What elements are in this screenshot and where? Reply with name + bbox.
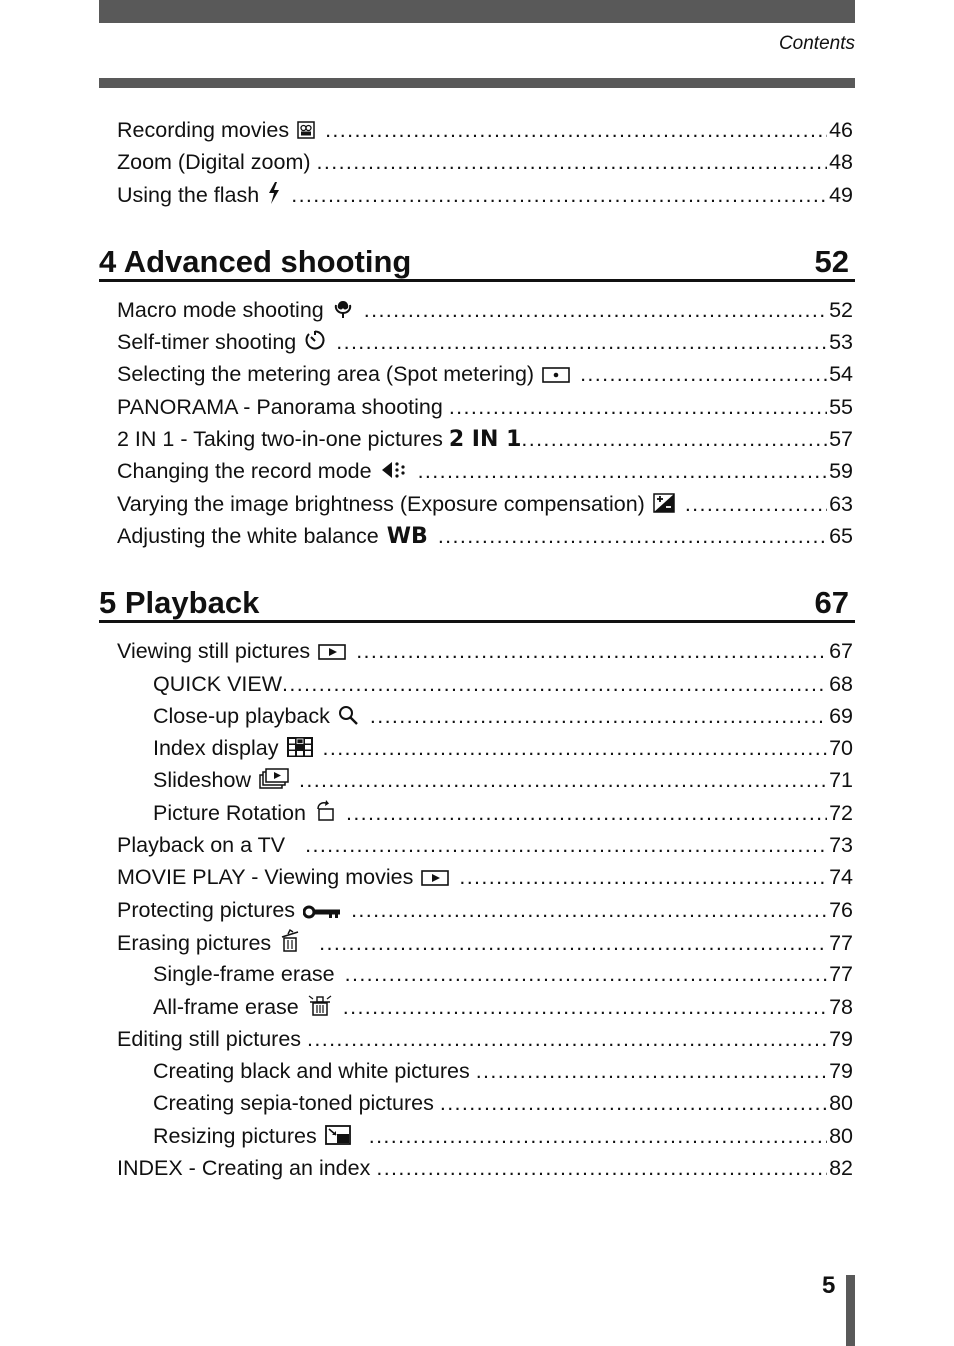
toc-entry-index[interactable] (99, 1152, 855, 1184)
entry-page: 54 (829, 362, 853, 387)
chapter-heading-5[interactable] (99, 580, 855, 623)
entry-title: Playback on a TV (117, 833, 286, 858)
index-icon (287, 734, 313, 766)
toc-entry-panorama[interactable] (99, 391, 855, 423)
entry-title: Index display (153, 736, 279, 761)
dot-leader (369, 1120, 827, 1152)
toc-entry-erasing[interactable] (99, 926, 855, 958)
dot-leader (323, 732, 828, 764)
resize-icon (325, 1122, 351, 1154)
dot-leader (317, 146, 828, 178)
toc-entry-recording-movies[interactable] (99, 114, 855, 146)
dot-leader (307, 1023, 827, 1055)
dot-leader (291, 179, 827, 211)
entry-page: 80 (829, 1091, 853, 1116)
entry-page: 77 (829, 930, 853, 955)
playback-icon (318, 637, 346, 669)
chapter-title: 5 Playback (99, 585, 260, 621)
entry-page: 76 (829, 897, 853, 922)
table-of-contents (99, 114, 855, 1184)
dot-leader (351, 894, 827, 926)
toc-entry-playback-tv[interactable] (99, 829, 855, 861)
entry-title: All-frame erase (153, 994, 299, 1019)
entry-title: Recording movies (117, 118, 290, 142)
entry-page: 73 (829, 833, 853, 858)
header-bar (99, 0, 855, 23)
toc-entry-quick-view[interactable] (99, 668, 855, 700)
chapter-page: 52 (814, 243, 849, 279)
toc-entry-record-mode[interactable] (99, 455, 855, 487)
flash-icon (267, 181, 281, 213)
entry-title: Resizing pictures (153, 1123, 317, 1148)
entry-page: 72 (829, 800, 853, 825)
entry-title: Varying the image brightness (Exposure compensation) (117, 491, 645, 516)
protect-key-icon (303, 896, 341, 928)
entry-title: Slideshow (153, 768, 251, 793)
toc-entry-flash[interactable] (99, 179, 855, 211)
entry-page: 48 (829, 150, 853, 175)
entry-title: INDEX - Creating an index (117, 1156, 371, 1181)
entry-page: 52 (829, 297, 853, 322)
rotation-icon (314, 799, 336, 831)
toc-entry-spot-metering[interactable] (99, 358, 855, 390)
dot-leader (376, 1152, 827, 1184)
entry-page: 79 (829, 1059, 853, 1084)
all-erase-icon (307, 993, 333, 1025)
dot-leader (364, 294, 827, 326)
toc-entry-editing[interactable] (99, 1023, 855, 1055)
toc-entry-sepia[interactable] (99, 1087, 855, 1119)
entry-page: 74 (829, 865, 853, 890)
dot-leader (459, 861, 827, 893)
entry-page: 57 (829, 427, 853, 452)
self-timer-icon (304, 328, 326, 360)
entry-page: 80 (829, 1123, 853, 1148)
entry-title: MOVIE PLAY - Viewing movies (117, 865, 414, 890)
toc-entry-2in1[interactable] (99, 423, 855, 455)
dot-leader (346, 797, 827, 829)
dot-leader (336, 326, 827, 358)
dot-leader (299, 764, 827, 796)
toc-entry-resizing[interactable] (99, 1120, 855, 1152)
entry-title: Using the flash (117, 182, 260, 207)
dot-leader (282, 668, 827, 700)
chapter-heading-4[interactable] (99, 239, 855, 282)
entry-page: 71 (829, 768, 853, 793)
dot-leader (305, 829, 827, 861)
toc-entry-zoom[interactable] (99, 146, 855, 178)
spot-metering-icon (542, 360, 570, 392)
entry-title: Self-timer shooting (117, 330, 297, 355)
toc-entry-viewing-still[interactable] (99, 635, 855, 667)
slideshow-icon (259, 766, 289, 798)
toc-entry-index-display[interactable] (99, 732, 855, 764)
entry-page: 65 (829, 523, 853, 548)
entry-title: Creating sepia-toned pictures (153, 1091, 434, 1116)
dot-leader (345, 958, 827, 990)
page-number: 5 (822, 1272, 836, 1299)
entry-title: Erasing pictures (117, 930, 272, 955)
dot-leader (580, 358, 827, 390)
header-rule (99, 78, 855, 88)
entry-title: 2 IN 1 - Taking two-in-one pictures (117, 427, 443, 452)
playback-icon (421, 863, 449, 895)
entry-page: 79 (829, 1026, 853, 1051)
entry-page: 59 (829, 459, 853, 484)
toc-entry-exposure[interactable] (99, 488, 855, 520)
dot-leader (438, 520, 827, 552)
toc-entry-white-balance[interactable] (99, 520, 855, 552)
toc-entry-slideshow[interactable] (99, 764, 855, 796)
toc-entry-picture-rotation[interactable] (99, 797, 855, 829)
entry-title: Protecting pictures (117, 897, 296, 922)
toc-entry-self-timer[interactable] (99, 326, 855, 358)
entry-title: Selecting the metering area (Spot metering) (117, 362, 535, 387)
entry-title: Zoom (Digital zoom) (117, 150, 311, 175)
entry-page: 77 (829, 962, 853, 987)
wb-icon: WB (386, 523, 428, 549)
header-label: Contents (778, 33, 855, 54)
dot-leader (449, 391, 827, 423)
entry-page: 55 (829, 394, 853, 419)
entry-title: Changing the record mode (117, 459, 372, 484)
entry-title: Picture Rotation (153, 800, 306, 825)
entry-page: 67 (829, 639, 853, 664)
entry-title: Macro mode shooting (117, 297, 324, 322)
entry-page: 49 (829, 182, 853, 207)
entry-title: Adjusting the white balance (117, 523, 379, 548)
entry-page: 53 (829, 330, 853, 355)
magnify-icon (338, 702, 360, 734)
entry-page: 46 (829, 118, 853, 142)
dot-leader (325, 114, 827, 146)
entry-title: Single-frame erase (153, 962, 335, 987)
record-mode-icon (380, 457, 408, 489)
macro-icon (332, 296, 354, 328)
chapter-title: 4 Advanced shooting (99, 243, 412, 279)
erase-icon (279, 928, 301, 961)
dot-leader (370, 700, 827, 732)
entry-page: 70 (829, 736, 853, 761)
entry-title: Creating black and white pictures (153, 1059, 470, 1084)
entry-title: Editing still pictures (117, 1026, 302, 1051)
toc-entry-movie-play[interactable] (99, 861, 855, 893)
dot-leader (476, 1055, 827, 1087)
toc-entry-black-white[interactable] (99, 1055, 855, 1087)
entry-page: 63 (829, 491, 853, 516)
entry-page: 78 (829, 994, 853, 1019)
toc-entry-close-up[interactable] (99, 700, 855, 732)
dot-leader (685, 488, 827, 520)
entry-title: QUICK VIEW (153, 671, 283, 696)
toc-entry-all-frame-erase[interactable] (99, 991, 855, 1023)
dot-leader (343, 991, 827, 1023)
entry-title: PANORAMA - Panorama shooting (117, 394, 443, 419)
side-tab-bar (846, 1275, 855, 1346)
dot-leader (418, 455, 828, 487)
entry-title: Close-up playback (153, 703, 330, 728)
dot-leader (319, 927, 827, 959)
entry-title: Viewing still pictures (117, 639, 311, 664)
toc-entry-single-frame-erase[interactable] (99, 958, 855, 990)
chapter-page: 67 (814, 585, 849, 621)
entry-page: 82 (829, 1156, 853, 1181)
dot-leader (521, 423, 827, 455)
dot-leader (356, 635, 827, 667)
movie-icon (297, 116, 315, 148)
dot-leader (440, 1087, 827, 1119)
toc-entry-macro[interactable] (99, 294, 855, 326)
exposure-compensation-icon (653, 490, 675, 522)
toc-entry-protecting[interactable] (99, 894, 855, 926)
2in1-icon: 2 IN 1 (448, 427, 522, 453)
entry-page: 69 (829, 703, 853, 728)
entry-page: 68 (829, 671, 853, 696)
